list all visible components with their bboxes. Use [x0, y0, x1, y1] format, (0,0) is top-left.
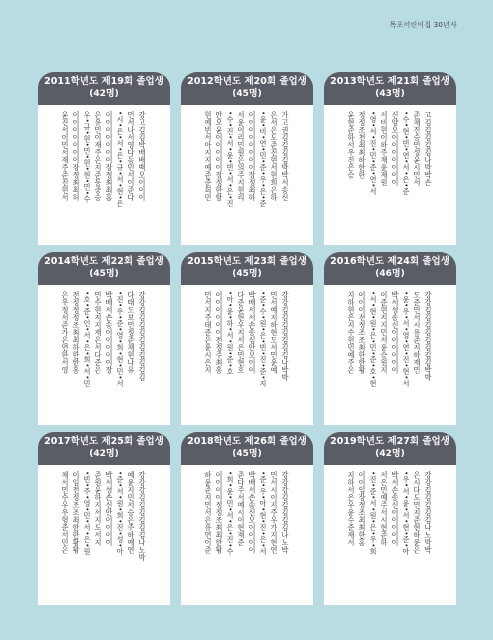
name-column: 은서은도준진현서현희은하 — [270, 111, 279, 201]
school-year: 2011학년도 — [44, 76, 99, 87]
name-column: 민서시이지주우가지현연 — [270, 471, 279, 554]
name-column: 강고김김박배배백오이이이 — [138, 111, 147, 201]
school-year: 2014학년도 — [44, 256, 99, 267]
name-column: •아•윤•하•서•원•준•호 — [226, 291, 235, 376]
name-column: 지하서은우윤수준재서 — [347, 471, 356, 546]
card-title — [324, 432, 456, 465]
class-card — [324, 432, 456, 604]
graduate-count: (42명) — [89, 449, 119, 459]
graduation-number: 제23회 졸업생 — [244, 256, 307, 267]
name-column: 박서성손신안이이이이 — [105, 471, 114, 546]
name-column: 준채진승민성윤시민서 — [413, 111, 422, 186]
name-column: 이이임장정조최최한홍 — [358, 471, 367, 546]
name-column: 민서예지하현도서민윤예 — [270, 291, 279, 374]
card-title — [181, 432, 313, 465]
name-column: 민수현지지재은서다준은 — [94, 291, 103, 374]
name-column: 은우정서준가은연한서영 — [61, 291, 70, 374]
graduation-number: 제25회 졸업생 — [101, 436, 164, 447]
school-year: 2017학년도 — [44, 436, 99, 447]
card-heading — [324, 436, 456, 448]
name-column: 윤현준하서우진은승 — [347, 111, 356, 179]
name-list — [324, 105, 456, 245]
card-title — [38, 432, 170, 465]
school-year: 2018학년도 — [187, 436, 242, 447]
card-title — [38, 252, 170, 285]
name-column: •시•은•서•은•규•서•현•은 — [116, 111, 125, 208]
name-column: •수•진•서•윤•빈•서•은•진 — [226, 111, 235, 208]
name-column: •준•우•아•현•진•은•서 — [259, 471, 268, 556]
name-list — [181, 285, 313, 425]
class-card — [181, 432, 313, 604]
graduation-number: 제19회 졸업생 — [101, 76, 164, 87]
name-column: 다준윤현우지서은민현호 — [237, 291, 246, 374]
name-column: 신양오이이이이이이이 — [391, 111, 400, 186]
name-column: 박배서손송이이이이이장 — [105, 291, 114, 374]
graduation-number: 제26회 졸업생 — [244, 436, 307, 447]
name-column: 이준현지지민서윤승원지 — [380, 291, 389, 374]
name-column: 이임전정조조최한한황황 — [72, 471, 81, 554]
card-heading — [181, 436, 313, 448]
graduate-count: (45명) — [232, 449, 262, 459]
name-column: •준•수•원•은•빈•진•준•지 — [259, 291, 268, 388]
school-year: 2015학년도 — [187, 256, 242, 267]
graduate-count: (45명) — [89, 269, 119, 279]
name-column: 은시다도민지준현하윤은 — [413, 471, 422, 554]
class-card — [38, 252, 170, 424]
name-column: 이이이이정정조최최한황 — [215, 471, 224, 554]
name-column: 이이이이이이이장정최최홍 — [105, 111, 114, 201]
graduation-number: 제27회 졸업생 — [387, 436, 450, 447]
name-column: •빈•주•영•민•서•은•원 — [83, 471, 92, 556]
class-card — [181, 252, 313, 424]
graduation-number: 제22회 졸업생 — [101, 256, 164, 267]
graduate-count: (42명) — [89, 89, 119, 99]
name-column: 민서지주태준은윤시은지 — [204, 291, 213, 374]
name-column: •호•준•인•서•은•희•서•민 — [83, 291, 92, 388]
class-card — [181, 72, 313, 244]
name-column: 하윤준지민서은유연이준 — [204, 471, 213, 554]
class-card — [38, 432, 170, 604]
name-column: •진•준•서•원•은•우•희 — [369, 471, 378, 556]
name-column: 현예빈서아지지예준준희민 — [204, 111, 213, 201]
name-list — [181, 105, 313, 245]
name-column: 준원윤하지서지도서지 — [94, 471, 103, 546]
card-heading — [324, 76, 456, 88]
graduate-count: (42명) — [375, 449, 405, 459]
name-column: 이이이이이이전정주최홍 — [215, 291, 224, 374]
name-column: 고김김김김김나박박손 — [424, 111, 433, 186]
school-year: 2013학년도 — [330, 76, 385, 87]
name-list — [38, 465, 170, 605]
name-column: 준다주서예시이현재준 — [237, 471, 246, 546]
graduate-count: (43명) — [375, 89, 405, 99]
name-list — [38, 105, 170, 245]
name-column: 강강김김김김김김김나박박 — [281, 291, 290, 381]
name-column: 다태도보민정준채현나유 — [127, 291, 136, 374]
graduation-number: 제24회 졸업생 — [387, 256, 450, 267]
name-column: 서윤이리민원은의주지현리 — [237, 111, 246, 201]
school-year: 2016학년도 — [330, 256, 385, 267]
name-column: 민서나서영다동민서이준다 — [127, 111, 136, 201]
name-column: •영•서•진•민•준•연•서 — [369, 111, 378, 196]
name-column: 박배서서손송심안오이이 — [248, 291, 257, 374]
name-column: 강강강김김김김김김나노박 — [138, 471, 147, 561]
graduation-number: 제20회 졸업생 — [244, 76, 307, 87]
name-column: 정정조천최최하한한 — [358, 111, 367, 179]
class-card — [38, 72, 170, 244]
school-year: 2019학년도 — [330, 436, 385, 447]
card-heading — [38, 76, 170, 88]
name-column: 이이이전정조조최한한황 — [358, 291, 367, 374]
graduate-count: (45명) — [232, 269, 262, 279]
name-column: •서•현•원•은•민•준•호•현 — [369, 291, 378, 388]
name-column: 윤진서이민서재주준진현서 — [61, 111, 70, 201]
name-column: 박서성송신이이이이이이 — [391, 291, 400, 374]
card-heading — [38, 436, 170, 448]
card-heading — [38, 256, 170, 268]
graduate-count: (46명) — [375, 269, 405, 279]
name-column: •우•서•윤•서•현•준•아 — [402, 471, 411, 556]
card-title — [324, 72, 456, 105]
name-list — [181, 465, 313, 605]
name-column: 서은민예주서시현준하 — [380, 471, 389, 546]
name-column: 은유민이재주은지준동중승 — [94, 111, 103, 201]
name-column: 이이이이이이이장정최최허 — [72, 111, 81, 201]
card-title — [181, 72, 313, 105]
name-list — [324, 465, 456, 605]
name-column: •수•현•빈•연•서•은•준 — [402, 111, 411, 196]
name-column: 가고권김김김김박박서송신 — [281, 111, 290, 201]
name-column: 이이이이이이이이장정최하 — [248, 111, 257, 201]
name-column: 강강김김김김김김김김김김 — [138, 291, 147, 381]
name-column: 서비현이하주재윤재원 — [380, 111, 389, 186]
card-title — [181, 252, 313, 285]
name-column: 우•규•현•민•현•원•민•수 — [83, 111, 92, 203]
name-column: 도준민서시유준지하재민 — [413, 291, 422, 374]
name-column: •진•우•준•영•희•현•민•서 — [116, 291, 125, 388]
name-column: 예윤지민서승은주하예연 — [127, 471, 136, 554]
school-year: 2012학년도 — [187, 76, 242, 87]
card-heading — [181, 256, 313, 268]
class-card — [324, 252, 456, 424]
name-column: 강강김김김김김김김김박박 — [424, 291, 433, 381]
card-title — [324, 252, 456, 285]
graduate-grid — [38, 72, 456, 612]
name-column: 강강강김김김김김나노박 — [281, 471, 290, 554]
card-heading — [181, 76, 313, 88]
name-column: 박서손송신이이이이이 — [391, 471, 400, 546]
name-column: •윤•우•서•영•연•진•현•서 — [402, 291, 411, 388]
name-column: 강강김김김김김나노박박 — [424, 471, 433, 554]
name-column: 전정정정조최최하한한홍 — [72, 291, 81, 374]
name-column: 박배서손송신오이이이이 — [248, 471, 257, 554]
card-title — [38, 72, 170, 105]
name-list — [324, 285, 456, 425]
name-column: •준•서•원•희•진•성•아 — [116, 471, 125, 556]
name-column: 채서민수우우형준서민은 — [61, 471, 70, 554]
class-card — [324, 72, 456, 244]
name-column: 지하현은지수현민예주은 — [347, 291, 356, 374]
graduate-count: (45명) — [232, 89, 262, 99]
card-heading — [324, 256, 456, 268]
name-list — [38, 285, 170, 425]
name-column: 안오윤이이이이이장정한함 — [215, 111, 224, 201]
graduation-number: 제21회 졸업생 — [387, 76, 450, 87]
name-column: •희•윤•민•서•은•진•수 — [226, 471, 235, 556]
page-header: 목포어린이집 30년사 — [389, 21, 457, 29]
name-column: •윤•비•연•민•준•우•은•준 — [259, 111, 268, 208]
